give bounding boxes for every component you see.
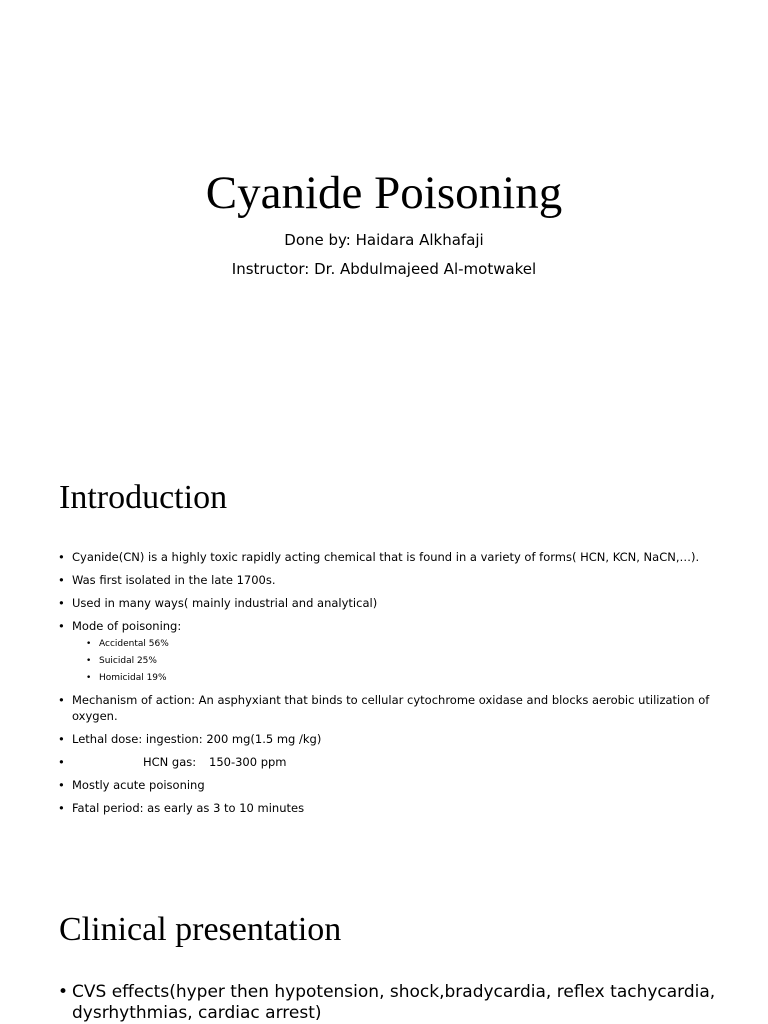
bullet-list <box>58 982 718 1024</box>
bullet-text: Mode of poisoning: <box>72 619 182 633</box>
sub-bullet-item: • Homicidal 19% <box>86 671 718 685</box>
sub-bullet-item: • Accidental 56% <box>86 637 718 651</box>
hcn-label: HCN gas: <box>143 755 197 769</box>
author-line: Done by: Haidara Alkhafaji <box>284 231 484 249</box>
bullet-text: Lethal dose: ingestion: 200 mg(1.5 mg /kg) <box>72 732 322 746</box>
sub-bullet-list <box>72 637 718 685</box>
clinical-presentation-slide <box>0 868 768 1024</box>
presentation-title: Cyanide Poisoning <box>205 167 563 219</box>
bullet-list <box>58 549 718 823</box>
bullet-item-mode <box>58 618 718 685</box>
bullet-item-lethal-dose <box>58 731 718 747</box>
slide-heading: Introduction <box>59 479 228 516</box>
bullet-item: • Used in many ways( mainly industrial and analytical) <box>58 595 718 611</box>
hcn-line <box>58 754 718 770</box>
slide-heading: Clinical presentation <box>59 911 342 948</box>
bullet-item: • Mechanism of action: An asphyxiant that binds to cellular cytochrome oxidase and blocks aerobic utilization of oxygen. <box>58 692 718 724</box>
introduction-slide <box>0 434 768 868</box>
sub-bullet-item: • Suicidal 25% <box>86 654 718 668</box>
bullet-item: • Was first isolated in the late 1700s. <box>58 572 718 588</box>
hcn-value: 150-300 ppm <box>209 755 287 769</box>
title-slide <box>0 0 768 434</box>
bullet-item: • CVS effects(hyper then hypotension, shock,bradycardia, reflex tachycardia, dysrhythmias, cardiac arrest) <box>58 982 718 1024</box>
instructor-line: Instructor: Dr. Abdulmajeed Al-motwakel <box>231 260 537 278</box>
bullet-item: • Mostly acute poisoning <box>58 777 718 793</box>
bullet-item: • Cyanide(CN) is a highly toxic rapidly acting chemical that is found in a variety of forms( HCN, KCN, NaCN,…). <box>58 549 718 565</box>
bullet-item: • Fatal period: as early as 3 to 10 minutes <box>58 800 718 816</box>
